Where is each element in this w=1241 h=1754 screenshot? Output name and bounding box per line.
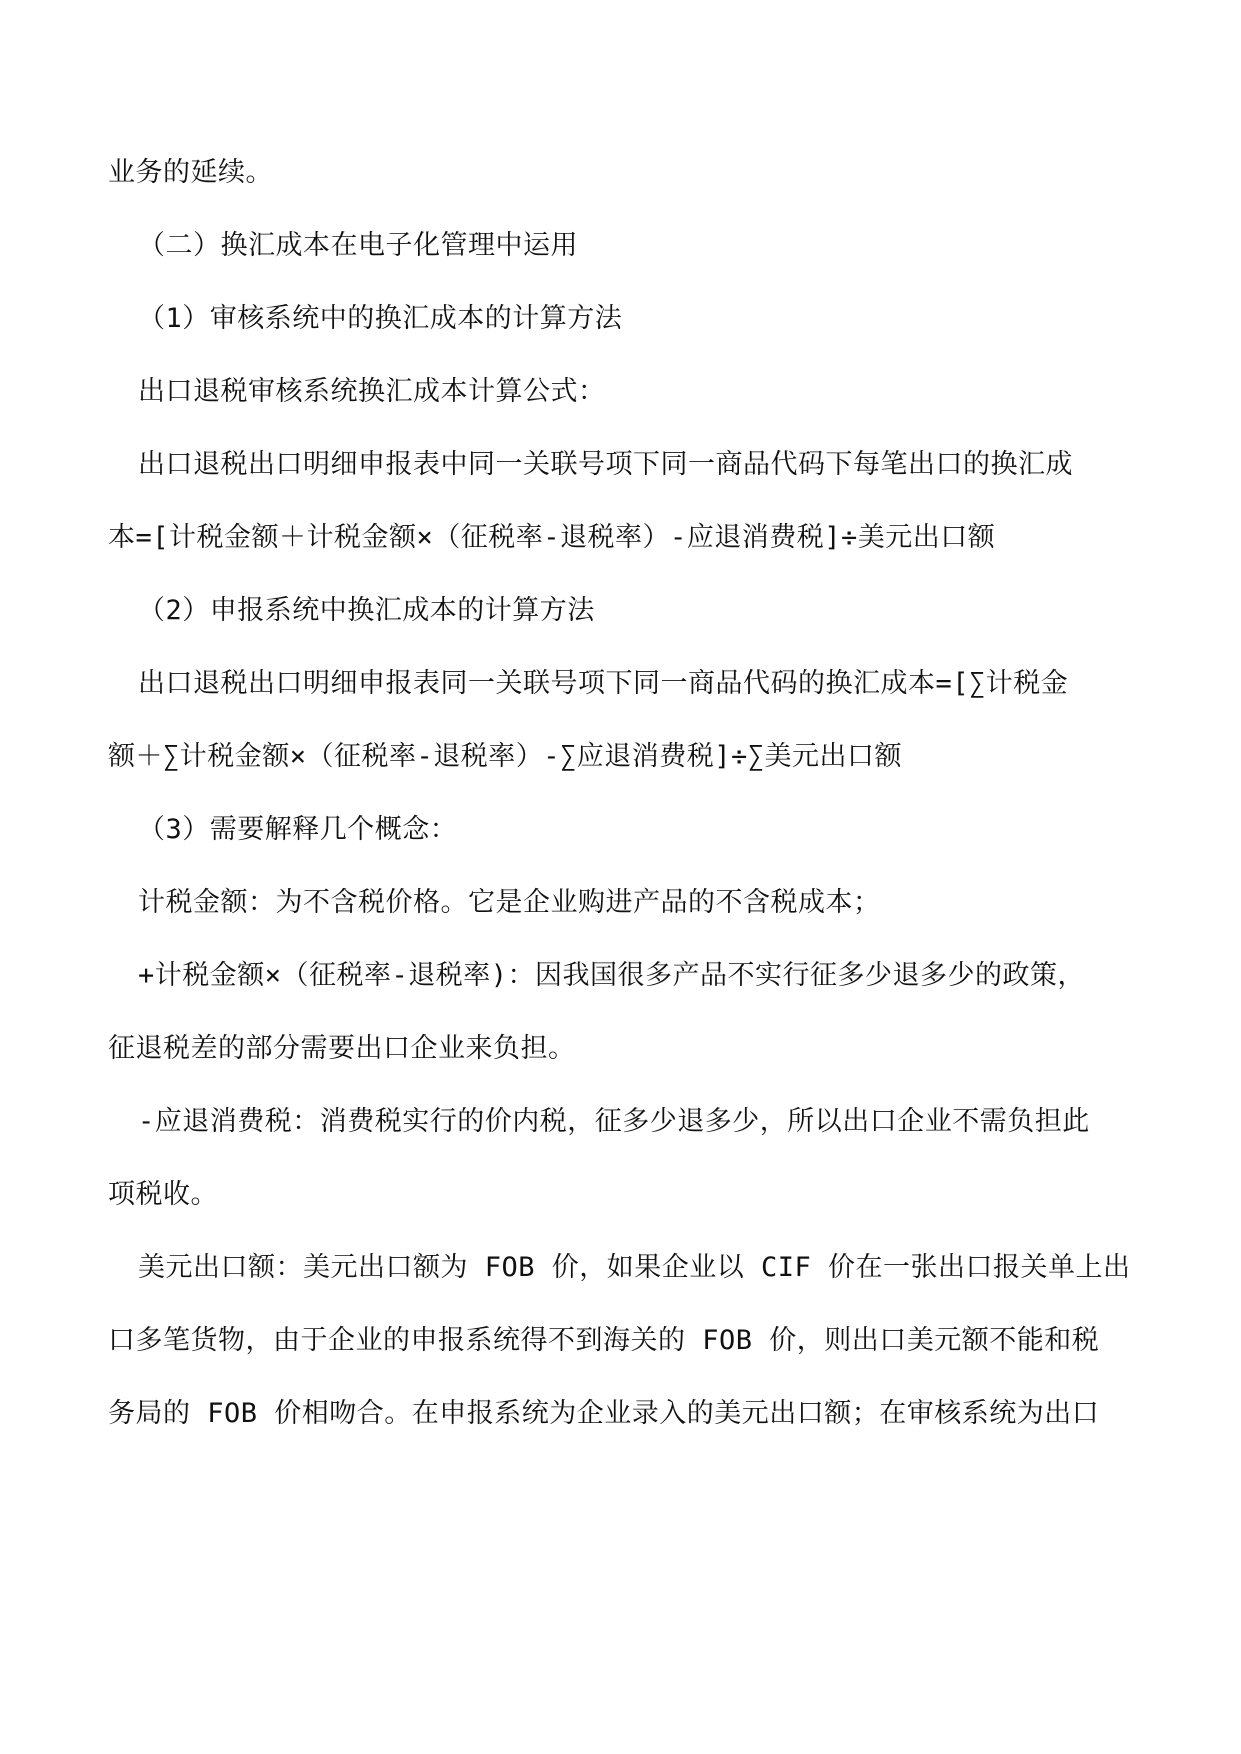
formula2-line-1: 出口退税出口明细申报表同一关联号项下同一商品代码的换汇成本=[∑计税金 xyxy=(138,668,1069,699)
concept-taxable-amount: 计税金额：为不含税价格。它是企业购进产品的不含税成本； xyxy=(138,887,881,918)
subheading-2: （2）申报系统中换汇成本的计算方法 xyxy=(138,595,595,626)
text-line-continuation: 业务的延续。 xyxy=(108,157,273,188)
formula-line-2: 本=[计税金额＋计税金额×（征税率-退税率）-应退消费税]÷美元出口额 xyxy=(108,522,996,553)
formula-intro: 出口退税审核系统换汇成本计算公式： xyxy=(138,376,606,407)
concept-consumption-tax-line-2: 项税收。 xyxy=(108,1179,218,1210)
formula2-line-2: 额＋∑计税金额×（征税率-退税率）-∑应退消费税]÷∑美元出口额 xyxy=(108,741,903,772)
concept-usd-export-line-1: 美元出口额：美元出口额为 FOB 价，如果企业以 CIF 价在一张出口报关单上出 xyxy=(138,1252,1131,1283)
concept-tax-difference-line-1: +计税金额×（征税率-退税率)：因我国很多产品不实行征多少退多少的政策， xyxy=(138,960,1086,991)
section-heading: （二）换汇成本在电子化管理中运用 xyxy=(138,230,578,261)
subheading-3: （3）需要解释几个概念： xyxy=(138,814,458,845)
formula-line-1: 出口退税出口明细申报表中同一关联号项下同一商品代码下每笔出口的换汇成 xyxy=(138,449,1073,480)
subheading-1: （1）审核系统中的换汇成本的计算方法 xyxy=(138,303,623,334)
concept-usd-export-line-2: 口多笔货物，由于企业的申报系统得不到海关的 FOB 价，则出口美元额不能和税 xyxy=(108,1325,1100,1356)
concept-tax-difference-line-2: 征退税差的部分需要出口企业来负担。 xyxy=(108,1033,576,1064)
concept-usd-export-line-3: 务局的 FOB 价相吻合。在申报系统为企业录入的美元出口额；在审核系统为出口 xyxy=(108,1398,1100,1429)
concept-consumption-tax-line-1: -应退消费税：消费税实行的价内税，征多少退多少，所以出口企业不需负担此 xyxy=(138,1106,1090,1137)
